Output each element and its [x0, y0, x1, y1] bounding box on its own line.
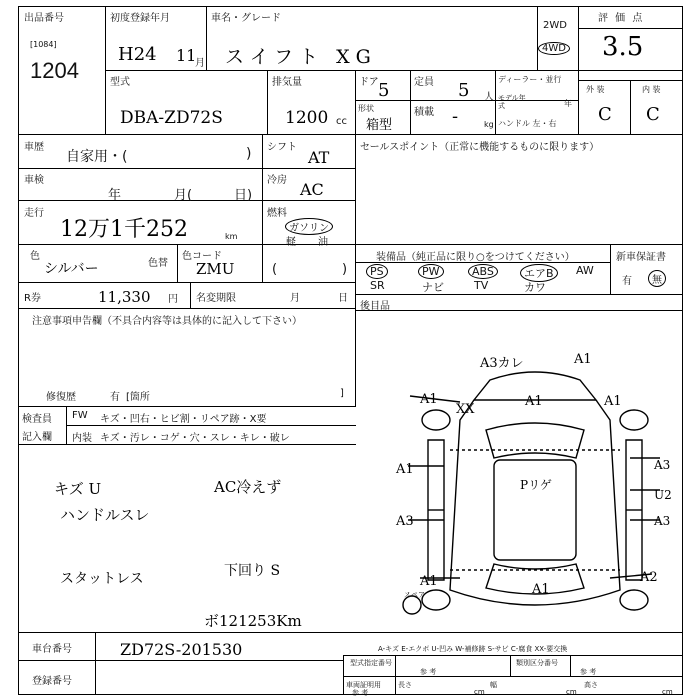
remark-1: キズ U	[54, 480, 102, 498]
line	[206, 6, 207, 70]
mark-xx: XX	[456, 402, 475, 417]
back-seat-label: 後目品	[360, 301, 390, 312]
warranty-label: 新車保証書	[616, 252, 666, 263]
r-label: R券	[24, 293, 41, 304]
equip-sr: SR	[370, 279, 385, 292]
line	[18, 308, 356, 309]
remark-lower: 下回り S	[224, 563, 281, 579]
dealer-label: ディーラー・並行	[498, 75, 562, 84]
repair-value: 有	[110, 392, 120, 403]
equip-aw: AW	[576, 264, 594, 277]
line	[267, 70, 268, 134]
fuel-label: 燃料	[267, 208, 287, 219]
doors-value: 5	[378, 80, 390, 101]
expire-month: 月	[290, 293, 300, 304]
line	[355, 134, 356, 406]
color-value: シルバー	[44, 261, 99, 277]
lot-small: [1084]	[30, 40, 57, 49]
mark-right-mid-2: U2	[654, 488, 672, 502]
damage-legend: A-キズ E-エクボ U-凹み W-補修跡 S-サビ C-腐食 XX-要交換	[378, 645, 568, 653]
history-close: )	[246, 146, 252, 162]
inspection-month: 月(	[174, 188, 193, 203]
shape-label: 形状	[358, 104, 374, 113]
fuel-oil: 油	[318, 237, 328, 248]
model-year-label: モデル年式	[498, 94, 526, 110]
height-label: 高さ	[584, 681, 598, 689]
drive-4wd: 4WD	[538, 42, 570, 55]
type-ref-label: 参 考	[420, 668, 437, 676]
equip-abs: ABS	[468, 264, 498, 279]
repair-close: ]	[340, 388, 344, 399]
line	[18, 406, 356, 407]
line	[610, 244, 611, 294]
year-unit: 年	[564, 99, 572, 108]
reg-month: 11	[176, 46, 197, 65]
shift-value: AT	[308, 148, 330, 167]
reg-era: H24	[118, 44, 157, 65]
class-ref-label: 参 考	[580, 668, 597, 676]
mark-right-bottom: A2	[640, 570, 658, 585]
load-value: -	[452, 106, 459, 127]
warranty-no: 無	[648, 270, 666, 287]
chassis-label: 車台番号	[32, 644, 72, 655]
equip-navi: ナビ	[422, 281, 444, 294]
remark-3: スタットレス	[60, 571, 144, 587]
length-unit: cm	[474, 688, 485, 696]
mark-top-right: A1	[574, 352, 592, 367]
history-label: 車歴	[24, 142, 44, 153]
mark-right-lower: A3	[654, 514, 671, 528]
sales-label: セールスポイント（正常に機能するものに限ります）	[360, 142, 600, 153]
disp-unit: cc	[336, 116, 347, 127]
equip-ps: PS	[366, 264, 388, 279]
line	[395, 655, 396, 695]
equipment-row-1	[360, 264, 610, 278]
seats-label: 定員	[414, 77, 434, 88]
line	[355, 294, 683, 295]
mark-right-top: A1	[604, 394, 622, 409]
line	[66, 425, 356, 426]
line	[630, 80, 631, 134]
repair-label: 修復歴	[46, 392, 76, 403]
type-no-label: 型式指定番号	[350, 659, 392, 667]
color-label: 色	[30, 251, 40, 262]
line	[343, 655, 344, 695]
doors-label: ドア	[359, 77, 379, 88]
fuel-light: 軽	[286, 237, 296, 248]
line	[18, 282, 356, 283]
int-value: C	[646, 104, 660, 125]
line	[105, 70, 683, 71]
load-label: 積載	[414, 107, 434, 118]
score-value: 3.5	[602, 32, 644, 62]
r-unit: 円	[168, 294, 178, 305]
line	[410, 70, 411, 134]
lot-label: 出品番号	[24, 13, 64, 24]
inspector-label-1: 検査員	[22, 414, 52, 425]
line	[18, 660, 343, 661]
mark-top: A3カレ	[480, 356, 524, 371]
line	[355, 310, 683, 311]
line	[18, 168, 356, 169]
mark-left-mid: A1	[396, 462, 414, 477]
expire-label: 名変期限	[196, 293, 236, 304]
shape-value: 箱型	[366, 118, 393, 133]
line	[355, 70, 356, 134]
history-value: 自家用・(	[66, 149, 128, 165]
cert-ref-label: 参 考	[352, 689, 369, 697]
mark-right-mid-1: A3	[654, 458, 671, 472]
int-check-label: 内装	[72, 433, 92, 444]
chassis-value: ZD72S-201530	[120, 640, 243, 659]
inspection-year: 年	[108, 188, 122, 203]
line	[262, 134, 263, 282]
mileage-label: 走行	[24, 208, 44, 219]
shift-label: シフト	[267, 142, 297, 153]
repair-place: [箇所	[126, 392, 150, 403]
reg-label: 初度登録年月	[110, 13, 170, 24]
mark-left-top: A1	[420, 392, 438, 407]
line	[495, 70, 496, 134]
equipment-row-2	[360, 279, 610, 293]
warranty-yes: 有	[622, 276, 632, 287]
equip-pw: PW	[418, 264, 444, 279]
line	[18, 632, 683, 633]
line	[95, 632, 96, 695]
line	[18, 134, 683, 135]
line	[190, 282, 191, 308]
color-change-label: 色替	[148, 258, 168, 269]
seats-unit: 人	[484, 92, 494, 103]
fw-items: キズ・凹右・ヒビ割・リペア跡・X要	[100, 414, 267, 425]
remark-2: ハンドルスレ	[60, 506, 150, 524]
inspection-day: 日)	[234, 188, 253, 203]
r-value: 11,330	[98, 288, 151, 306]
int-label: 内 装	[642, 85, 661, 94]
equip-tv: TV	[474, 279, 489, 292]
height-unit: cm	[662, 688, 673, 696]
fuel-gas: ガソリン	[285, 218, 333, 235]
ac-label: 冷房	[267, 175, 287, 186]
class-no-label: 類別区分番号	[516, 659, 558, 667]
fuel-paren-close: )	[342, 262, 348, 277]
name-label: 車名・グレード	[211, 13, 281, 24]
handle-label: ハンドル 左・右	[498, 119, 557, 128]
cert-label: 車両証明用	[346, 681, 381, 689]
line	[18, 444, 356, 445]
line	[177, 244, 178, 282]
mileage-unit: km	[225, 232, 238, 241]
line	[510, 655, 511, 676]
fuel-paren-open: (	[272, 262, 278, 277]
line	[343, 655, 683, 656]
color-code-value: ZMU	[196, 260, 235, 278]
length-label: 長さ	[398, 681, 412, 689]
mark-left-lower: A3	[396, 514, 414, 529]
mileage-value: 12万1千252	[60, 217, 188, 242]
inspector-label-2: 記入欄	[22, 432, 52, 443]
reg-month-unit: 月	[195, 58, 205, 69]
mark-bottom-mid: A1	[532, 582, 550, 597]
line	[343, 676, 683, 677]
name-value: スイフト XG	[225, 46, 377, 68]
mark-roof: A1	[525, 394, 543, 409]
equip-leather: カワ	[524, 281, 546, 294]
score-label: 評 価 点	[598, 13, 645, 24]
type-value: DBA-ZD72S	[120, 108, 223, 128]
lot-number: 1204	[30, 58, 79, 83]
load-unit: kg	[484, 120, 494, 129]
equipment-label: 装備品（純正品に限り○をつけてください）	[376, 252, 575, 263]
ac-value: AC	[300, 180, 324, 199]
ext-value: C	[598, 104, 612, 125]
disp-value: 1200	[285, 108, 329, 128]
notes-label: 注意事項申告欄（不具合内容等は具体的に記入して下さい）	[32, 316, 302, 327]
disp-label: 排気量	[272, 77, 302, 88]
seats-value: 5	[458, 80, 470, 101]
expire-day: 日	[338, 293, 348, 304]
ext-label: 外 装	[586, 85, 605, 94]
line	[578, 28, 683, 29]
mark-left-bottom: A1	[420, 574, 438, 589]
line	[537, 6, 538, 70]
width-label: 幅	[490, 681, 497, 689]
remark-ac: AC冷えず	[214, 478, 282, 496]
mark-spare: スペア	[404, 591, 425, 599]
line	[18, 244, 683, 245]
drive-2wd: 2WD	[543, 20, 567, 31]
reg-number-label: 登録番号	[32, 676, 72, 687]
int-check-items: キズ・汚レ・コゲ・穴・スレ・キレ・破レ	[100, 433, 290, 444]
line	[570, 655, 571, 676]
equip-airbag: エアB	[520, 264, 558, 282]
type-label: 型式	[110, 77, 130, 88]
inspection-label: 車検	[24, 175, 44, 186]
mark-body-center: Pリゲ	[520, 478, 552, 492]
fw-label: FW	[72, 410, 88, 421]
remark-odo: ボ121253Km	[204, 612, 302, 630]
color-code-label: 色コード	[182, 251, 222, 262]
width-unit: cm	[566, 688, 577, 696]
